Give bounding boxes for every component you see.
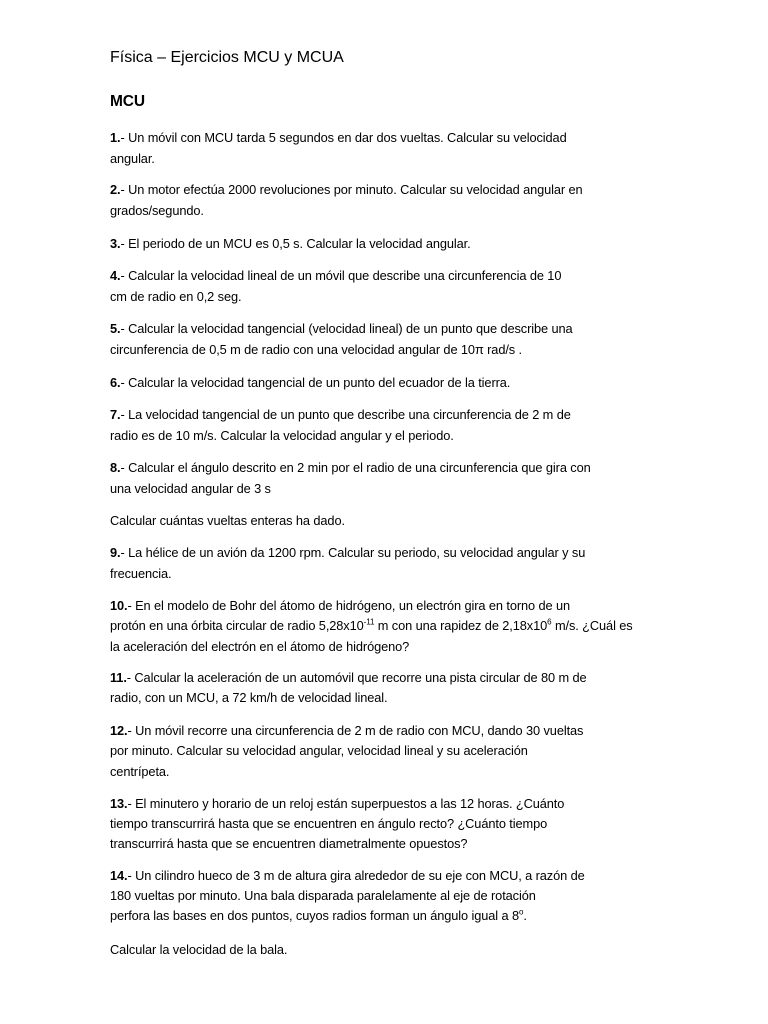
exercise-number: 7. [110, 407, 121, 422]
exercise-1-line-1 [110, 130, 567, 145]
exercise-text: m con una rapidez de 2,18x10 [374, 618, 548, 633]
exercise-8-line-3: Calcular cuántas vueltas enteras ha dado. [110, 513, 345, 528]
exercise-text: - El periodo de un MCU es 0,5 s. Calcular la velocidad angular. [120, 236, 471, 251]
exercise-text: - Calcular la aceleración de un automóvil que recorre una pista circular de 80 m de [126, 670, 587, 685]
exercise-7-line-2: radio es de 10 m/s. Calcular la velocidad angular y el periodo. [110, 428, 454, 443]
exercise-text: - Calcular la velocidad tangencial (velocidad lineal) de un punto que describe una [120, 321, 573, 336]
exercise-text: protón en una órbita circular de radio 5,28x10 [110, 618, 364, 633]
exercise-13-line-3: transcurrirá hasta que se encuentren diametralmente opuestos? [110, 836, 468, 851]
section-heading: MCU [110, 93, 145, 110]
exercise-text: - Un motor efectúa 2000 revoluciones por minuto. Calcular su velocidad angular en [120, 182, 583, 197]
exercise-text: - En el modelo de Bohr del átomo de hidrógeno, un electrón gira en torno de un [127, 598, 571, 613]
exercise-text: - Calcular la velocidad tangencial de un punto del ecuador de la tierra. [120, 375, 511, 390]
exercise-text: - Un móvil recorre una circunferencia de 2 m de radio con MCU, dando 30 vueltas [127, 723, 584, 738]
exercise-number: 5. [110, 321, 121, 336]
exercise-number: 6. [110, 375, 121, 390]
exercise-14-line-1 [110, 868, 585, 883]
exercise-text: - Calcular la velocidad lineal de un móvil que describe una circunferencia de 10 [120, 268, 562, 283]
document-title: Física – Ejercicios MCU y MCUA [110, 49, 344, 66]
exercise-number: 9. [110, 545, 121, 560]
exercise-text: - Un cilindro hueco de 3 m de altura gira alrededor de su eje con MCU, a razón de [127, 868, 585, 883]
exercise-text: - El minutero y horario de un reloj están superpuestos a las 12 horas. ¿Cuánto [127, 796, 565, 811]
exercise-number: 3. [110, 236, 121, 251]
exercise-text: - La hélice de un avión da 1200 rpm. Calcular su periodo, su velocidad angular y su [120, 545, 586, 560]
exercise-number: 14. [110, 868, 128, 883]
exercise-6-line-1 [110, 375, 510, 390]
exercise-text: - Un móvil con MCU tarda 5 segundos en dar dos vueltas. Calcular su velocidad [120, 130, 567, 145]
exercise-12-line-3: centrípeta. [110, 764, 170, 779]
exercise-11-line-1 [110, 670, 587, 685]
exercise-1-line-2: angular. [110, 151, 155, 166]
exercise-number: 12. [110, 723, 128, 738]
exercise-2-line-1 [110, 182, 583, 197]
exercise-text: - Calcular el ángulo descrito en 2 min por el radio de una circunferencia que gira con [120, 460, 591, 475]
exercise-7-line-1 [110, 407, 571, 422]
exercise-5-line-1 [110, 321, 573, 336]
exercise-9-line-1 [110, 545, 585, 560]
exercise-text: . [523, 908, 527, 923]
degree-superscript: o [518, 907, 524, 917]
exercise-number: 2. [110, 182, 121, 197]
exercise-number: 11. [110, 670, 127, 685]
exercise-9-line-2: frecuencia. [110, 566, 172, 581]
exercise-13-line-1 [110, 796, 564, 811]
exercise-number: 10. [110, 598, 128, 613]
exercise-4-line-1 [110, 268, 561, 283]
exercise-text: - La velocidad tangencial de un punto que describe una circunferencia de 2 m de [120, 407, 571, 422]
exercise-10-line-3: la aceleración del electrón en el átomo de hidrógeno? [110, 639, 410, 654]
exercise-text: m/s. ¿Cuál es [551, 618, 633, 633]
exercise-12-line-2: por minuto. Calcular su velocidad angular, velocidad lineal y su aceleración [110, 743, 528, 758]
exercise-12-line-1 [110, 723, 583, 738]
exercise-14-line-2: 180 vueltas por minuto. Una bala disparada paralelamente al eje de rotación [110, 888, 536, 903]
exercise-5-line-2: circunferencia de 0,5 m de radio con una velocidad angular de 10π rad/s . [110, 342, 522, 357]
exercise-13-line-2: tiempo transcurrirá hasta que se encuentren en ángulo recto? ¿Cuánto tiempo [110, 816, 548, 831]
exercise-number: 4. [110, 268, 121, 283]
exercise-4-line-2: cm de radio en 0,2 seg. [110, 289, 242, 304]
exercise-number: 1. [110, 130, 121, 145]
exponent: -11 [363, 617, 375, 627]
exercise-number: 13. [110, 796, 128, 811]
exercise-14-line-3 [110, 908, 527, 923]
exercise-8-line-2: una velocidad angular de 3 s [110, 481, 271, 496]
exercise-2-line-2: grados/segundo. [110, 203, 204, 218]
exercise-10-line-2 [110, 618, 633, 633]
exercise-number: 8. [110, 460, 121, 475]
exercise-11-line-2: radio, con un MCU, a 72 km/h de velocidad lineal. [110, 690, 388, 705]
exercise-10-line-1 [110, 598, 570, 613]
exercise-text: perfora las bases en dos puntos, cuyos radios forman un ángulo igual a 8 [110, 908, 519, 923]
exercise-14-line-4: Calcular la velocidad de la bala. [110, 942, 288, 957]
exponent: 6 [547, 617, 552, 627]
exercise-3-line-1 [110, 236, 471, 251]
exercise-8-line-1 [110, 460, 591, 475]
